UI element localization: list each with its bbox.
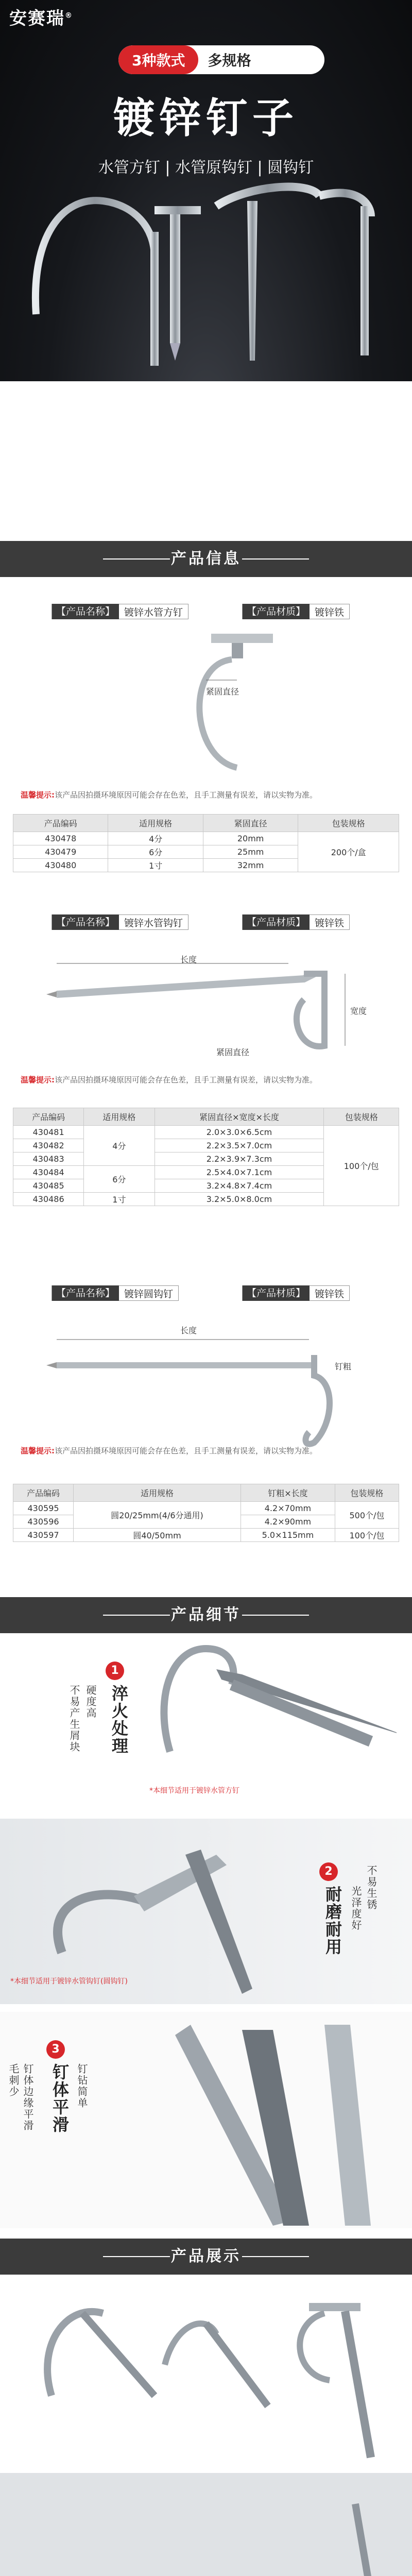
col-size: 钉粗×长度 bbox=[241, 1484, 335, 1502]
col-spec: 适用规格 bbox=[74, 1484, 241, 1502]
square-nail-drawing bbox=[154, 634, 309, 799]
pill-style-count: 3种款式 bbox=[118, 45, 198, 74]
detail-1-note: *本细节适用于镀锌水管方钉 bbox=[149, 1787, 239, 1795]
table-row: 430478 4分 20mm 200个/盒 bbox=[13, 832, 399, 845]
showcase-nails-image bbox=[21, 2293, 391, 2463]
detail-1-image bbox=[139, 1638, 397, 1793]
detail-3-desc1: 钉体边缘平滑 bbox=[22, 2063, 34, 2131]
detail-1-number: 1 bbox=[106, 1662, 124, 1680]
section-title-detail: 产品细节 bbox=[171, 1606, 241, 1624]
table-row: 430481 4分 2.0×3.0×6.5cm 100个/包 bbox=[13, 1126, 399, 1139]
hero-title: 镀锌钉子 bbox=[113, 94, 299, 142]
table-row: 430480 1寸 32mm bbox=[13, 859, 399, 872]
table-row: 430482 2.2×3.5×7.0cm bbox=[13, 1139, 399, 1153]
col-code: 产品编码 bbox=[13, 1484, 74, 1502]
col-spec: 适用规格 bbox=[84, 1108, 154, 1126]
detail-2-image bbox=[31, 1834, 299, 1999]
col-spec: 适用规格 bbox=[108, 815, 203, 832]
block1-name-label: 【产品名称】 镀锌水管方钉 bbox=[52, 604, 188, 619]
notice-1: 温馨提示:该产品因拍摄环境原因可能会存在色差，且手工测量有误差，请以实物为准。 bbox=[21, 790, 318, 800]
banner-line-right bbox=[242, 2256, 309, 2257]
col-size: 紧固直径×宽度×长度 bbox=[154, 1108, 324, 1126]
spec-table-3 bbox=[13, 1484, 399, 1542]
hook-nail-drawing bbox=[46, 943, 366, 1061]
section-banner-show bbox=[0, 2239, 412, 2275]
dim-fasten-diameter-1: 紧固直径 bbox=[206, 687, 239, 697]
table-row: 430479 6分 25mm bbox=[13, 845, 399, 859]
block2-name-label: 【产品名称】 镀锌水管钩钉 bbox=[52, 914, 188, 930]
hero-nails-image bbox=[0, 175, 412, 381]
col-code: 产品编码 bbox=[13, 815, 108, 832]
col-pack: 包装规格 bbox=[298, 815, 399, 832]
detail-1-title: 淬火处理 bbox=[109, 1685, 129, 1755]
spec-table-1 bbox=[13, 814, 399, 872]
detail-3-number: 3 bbox=[46, 2040, 65, 2059]
table-row: 430486 1寸 3.2×5.0×8.0cm bbox=[13, 1193, 399, 1206]
detail-2-number: 2 bbox=[319, 1862, 338, 1881]
section-banner-info bbox=[0, 541, 412, 577]
spec-table-2 bbox=[13, 1108, 399, 1206]
pill-multi-spec: 多规格 bbox=[208, 52, 251, 69]
table-row: 430596 4.2×90mm bbox=[13, 1515, 399, 1529]
detail-2-desc2: 不易生锈 bbox=[365, 1865, 377, 1910]
section-title-show: 产品展示 bbox=[171, 2247, 241, 2265]
hero-section bbox=[0, 0, 412, 381]
block2-material-label: 【产品材质】 镀锌铁 bbox=[242, 914, 350, 930]
col-code: 产品编码 bbox=[13, 1108, 84, 1126]
detail-3-title: 钉体平滑 bbox=[50, 2063, 70, 2133]
detail-1-desc2: 不易产生屑块 bbox=[68, 1685, 80, 1753]
banner-line-right bbox=[242, 1615, 309, 1616]
brand-logo: 安赛瑞® bbox=[9, 8, 73, 29]
table-row: 430483 2.2×3.9×7.3cm bbox=[13, 1153, 399, 1166]
notice-2: 温馨提示:该产品因拍摄环境原因可能会存在色差，且手工测量有误差，请以实物为准。 bbox=[21, 1075, 318, 1084]
table-row: 430597 圆40/50mm 5.0×115mm 100个/包 bbox=[13, 1529, 399, 1542]
dim-width-2: 宽度 bbox=[350, 1006, 367, 1016]
dim-thickness-3: 钉粗 bbox=[335, 1362, 352, 1371]
col-diameter: 紧固直径 bbox=[203, 815, 298, 832]
dim-length-2: 长度 bbox=[180, 955, 197, 964]
round-hook-nail-drawing bbox=[46, 1319, 366, 1453]
col-pack: 包装规格 bbox=[324, 1108, 399, 1126]
hero-subtitle: 水管方钉 | 水管原钩钉 | 圆钩钉 bbox=[98, 159, 314, 177]
section-banner-detail bbox=[0, 1597, 412, 1633]
dim-diameter-2: 紧固直径 bbox=[216, 1047, 250, 1057]
detail-3-desc3: 钉钻简单 bbox=[76, 2063, 88, 2109]
col-pack: 包装规格 bbox=[335, 1484, 399, 1502]
detail-2-title: 耐磨耐用 bbox=[323, 1886, 342, 1956]
table-row: 430484 6分 2.5×4.0×7.1cm bbox=[13, 1166, 399, 1179]
notice-3: 温馨提示:该产品因拍摄环境原因可能会存在色差，且手工测量有误差，请以实物为准。 bbox=[21, 1446, 318, 1455]
section-title-info: 产品信息 bbox=[171, 550, 241, 568]
block1-material-label: 【产品材质】 镀锌铁 bbox=[242, 604, 350, 619]
block3-material-label: 【产品材质】 镀锌铁 bbox=[242, 1285, 350, 1301]
table-row: 430485 3.2×4.8×7.4cm bbox=[13, 1179, 399, 1193]
dim-length-3: 长度 bbox=[180, 1326, 197, 1335]
detail-2-desc1: 光泽度好 bbox=[350, 1886, 362, 1931]
showcase-pipe-image bbox=[0, 2473, 412, 2576]
table-row: 430595 圆20/25mm(4/6分通用) 4.2×70mm 500个/包 bbox=[13, 1502, 399, 1515]
banner-line-right bbox=[242, 558, 309, 560]
detail-3-image bbox=[154, 2014, 412, 2226]
detail-2-note: *本细节适用于镀锌水管钩钉(圆钩钉) bbox=[10, 1977, 128, 1986]
detail-1-desc1: 硬度高 bbox=[84, 1685, 97, 1719]
style-count-pill bbox=[118, 45, 324, 74]
block3-name-label: 【产品名称】 镀锌圆钩钉 bbox=[52, 1285, 179, 1301]
detail-3-desc2: 毛刺少 bbox=[7, 2063, 20, 2097]
